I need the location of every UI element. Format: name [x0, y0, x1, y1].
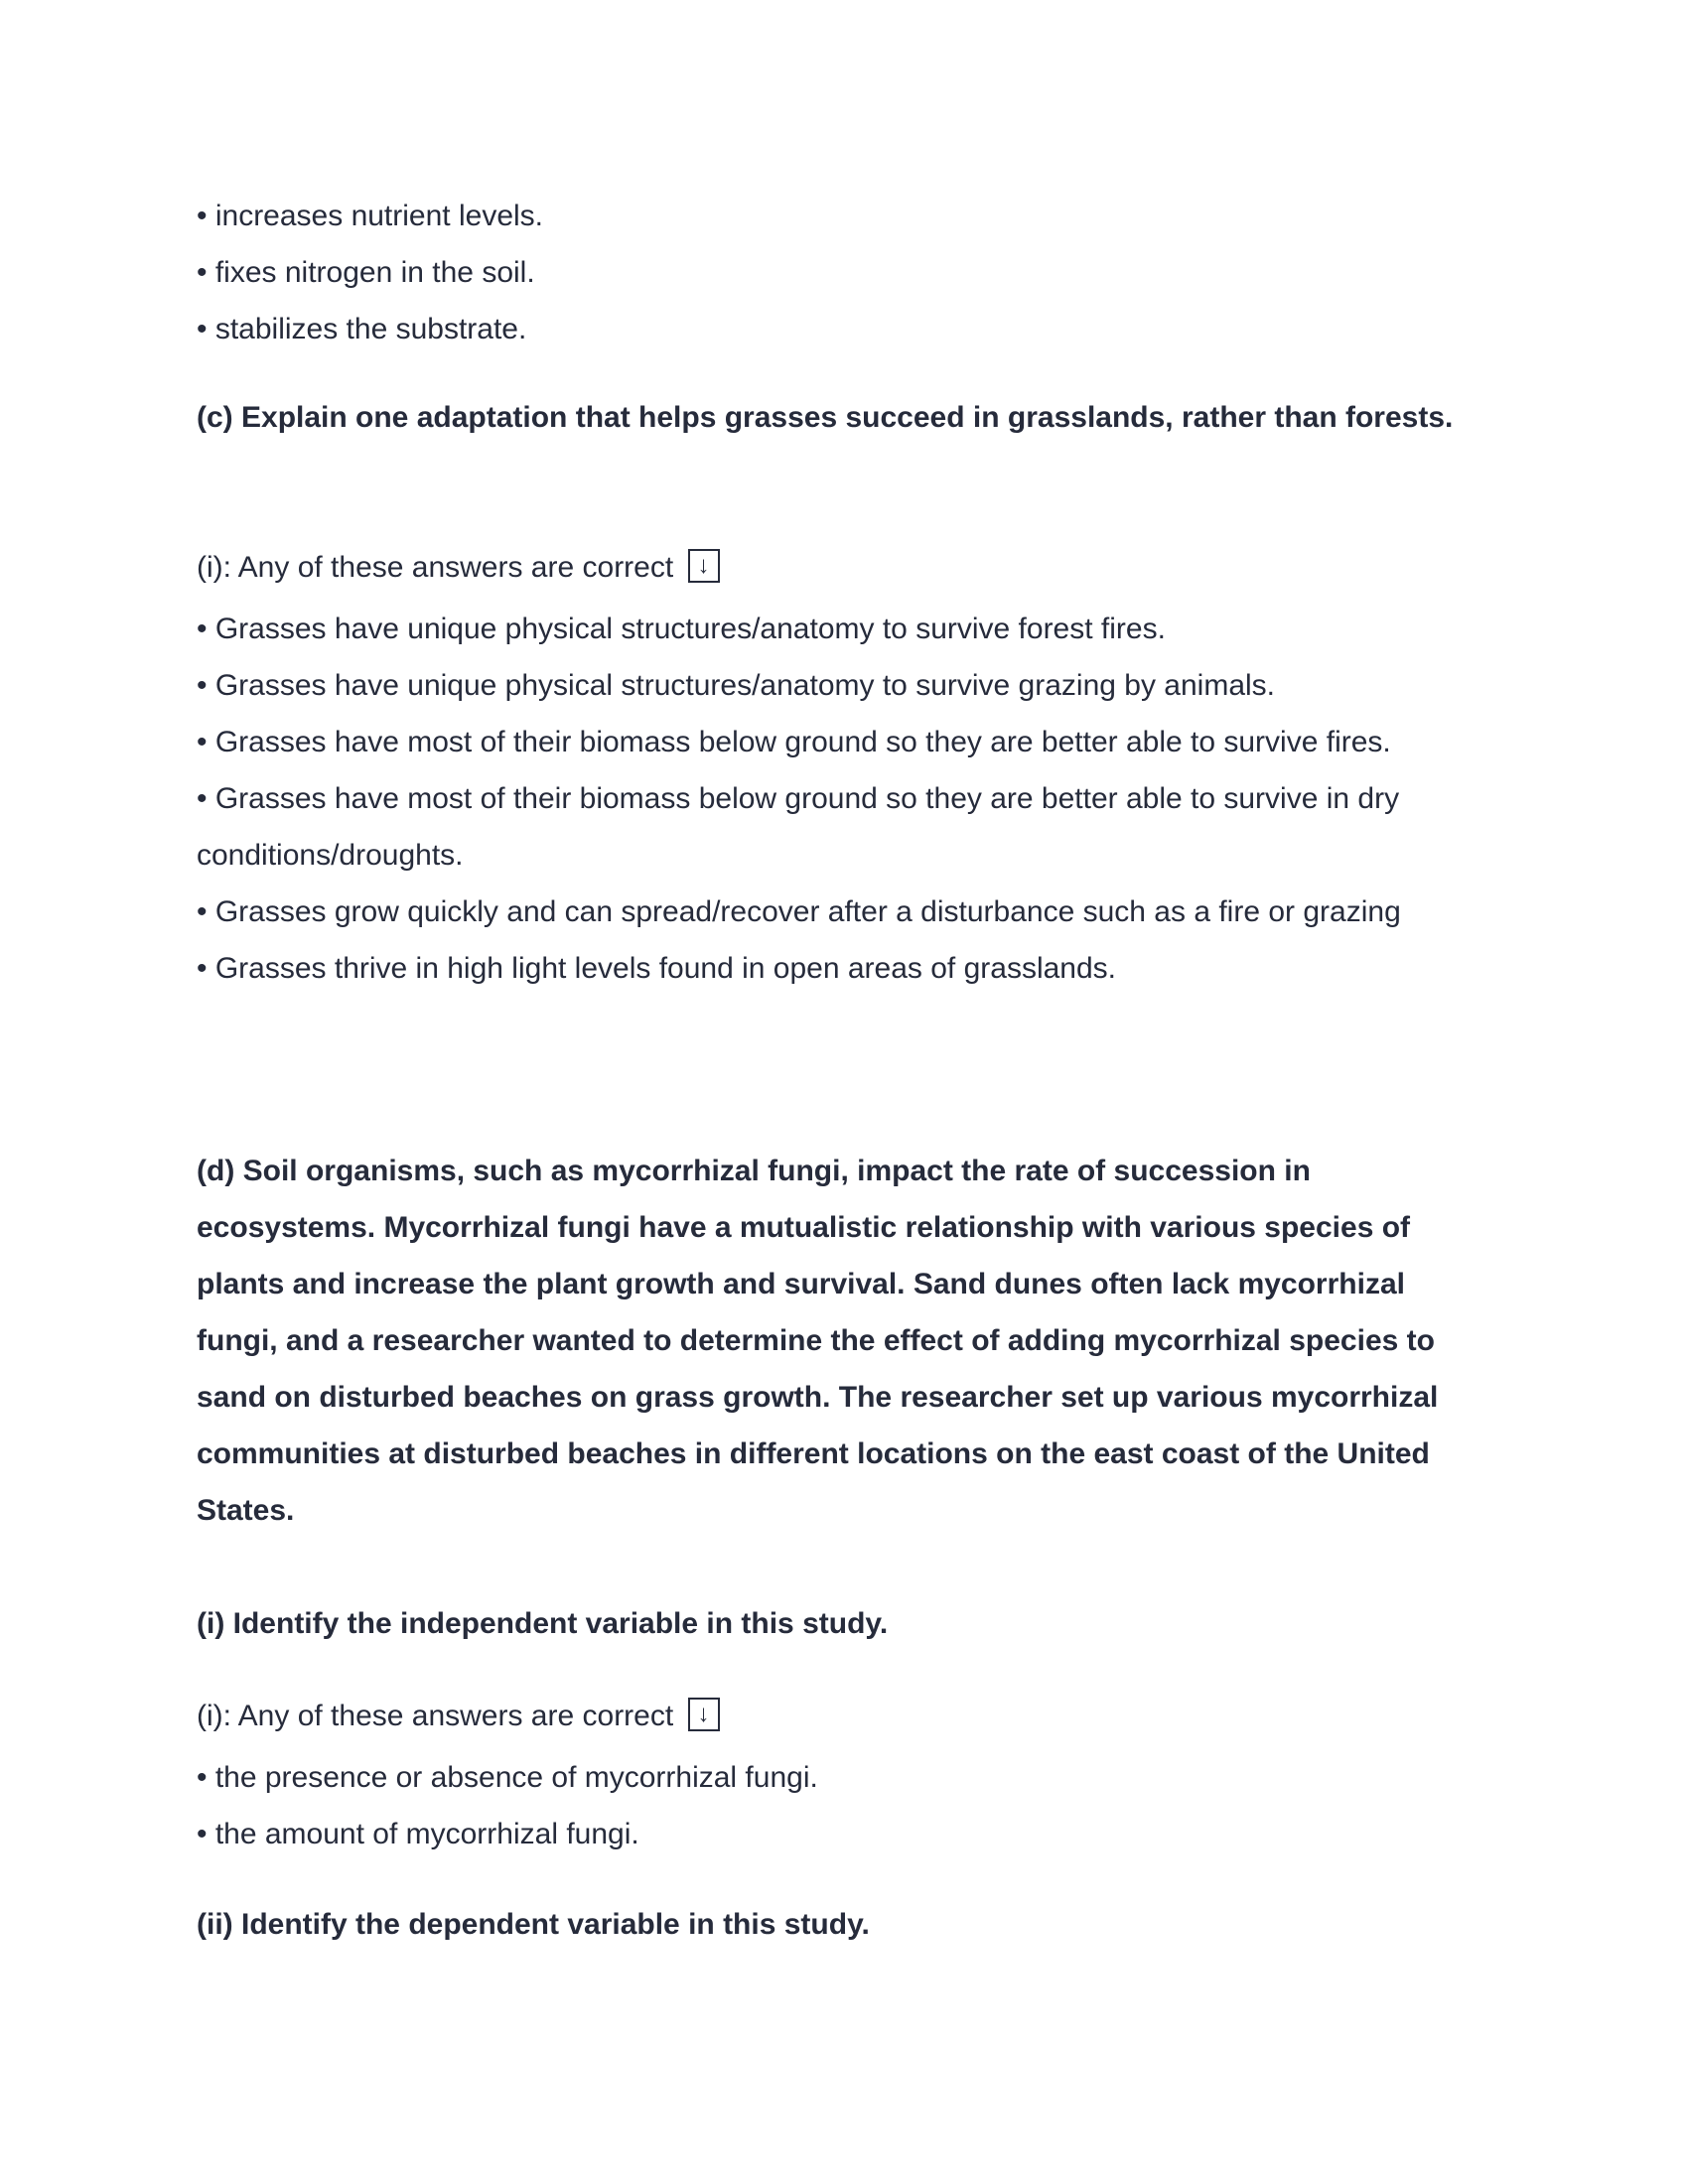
list-item: • the presence or absence of mycorrhizal fungi. — [197, 1761, 818, 1794]
answer-header — [197, 539, 1487, 596]
expand-arrow-icon[interactable]: ↓ — [688, 1698, 720, 1731]
answer-d-i — [197, 1688, 1487, 1862]
list-item: • Grasses thrive in high light levels found in open areas of grasslands. — [197, 952, 1117, 985]
list-item: • Grasses grow quickly and can spread/recover after a disturbance such as a fire or grazing — [197, 895, 1401, 928]
answer-c — [197, 539, 1487, 997]
list-item: • increases nutrient levels. — [197, 200, 543, 232]
list-item: • stabilizes the substrate. — [197, 313, 527, 345]
answer-header — [197, 1688, 1487, 1744]
expand-arrow-icon[interactable]: ↓ — [688, 549, 720, 583]
list-item: • Grasses have most of their biomass below ground so they are better able to survive in dry conditions/droughts. — [197, 782, 1400, 872]
answer-label: (i): Any of these answers are correct — [197, 551, 674, 584]
nutrient-bullets — [197, 188, 1487, 357]
question-d-i: (i) Identify the independent variable in this study. — [197, 1607, 889, 1640]
answer-label: (i): Any of these answers are correct — [197, 1700, 674, 1732]
question-c: (c) Explain one adaptation that helps grasses succeed in grasslands, rather than forests. — [197, 401, 1454, 434]
list-item: • Grasses have unique physical structures/anatomy to survive grazing by animals. — [197, 669, 1276, 702]
list-item: • the amount of mycorrhizal fungi. — [197, 1818, 639, 1850]
question-d-ii: (ii) Identify the dependent variable in this study. — [197, 1908, 870, 1941]
question-d: (d) Soil organisms, such as mycorrhizal fungi, impact the rate of succession in ecosystems. Mycorrhizal fungi have a mutualistic relationship with various species of plants and increase the plant growth and survival. Sand dunes often lack mycorrhizal fungi, and a researcher wanted to determine the effect of adding mycorrhizal species to sand on disturbed beaches on grass growth. The researcher set up various mycorrhizal communities at disturbed beaches in different locations on the east coast of the United States. — [197, 1155, 1439, 1527]
list-item: • Grasses have unique physical structures/anatomy to survive forest fires. — [197, 613, 1166, 645]
list-item: • fixes nitrogen in the soil. — [197, 256, 535, 289]
list-item: • Grasses have most of their biomass below ground so they are better able to survive fires. — [197, 726, 1391, 758]
